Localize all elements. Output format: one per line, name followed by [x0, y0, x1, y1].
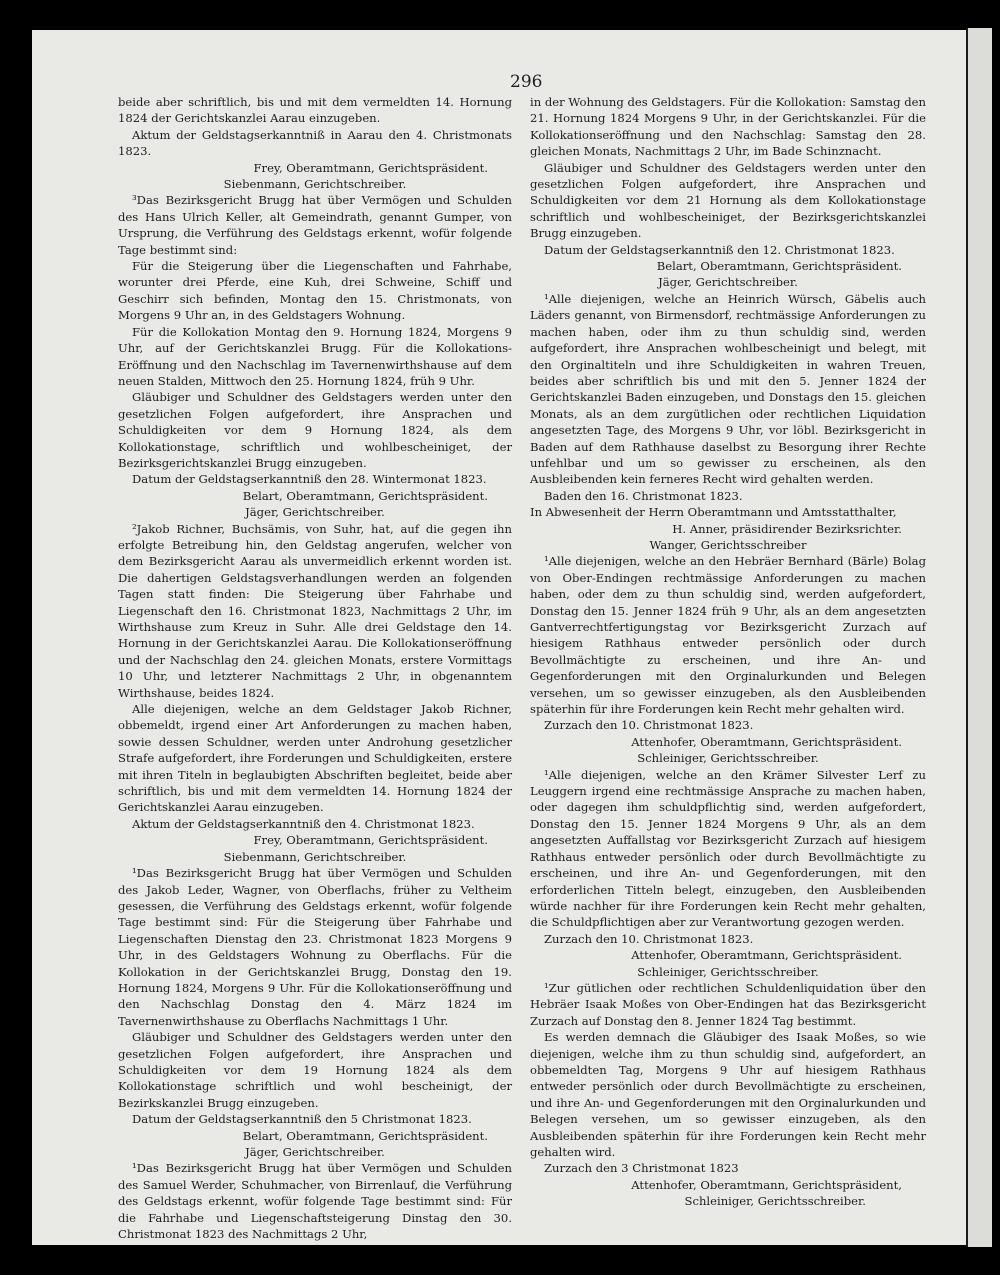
date-line: Aktum der Geldstagserkanntniß in Aarau den 4. Christmonats 1823.: [118, 127, 512, 159]
paragraph: Es werden demnach die Gläubiger des Isaak Moßes, so wie diejenigen, welche ihm zu thun schuldig sind, aufgefordert, an obbemeldten Tag, Morgens 9 Uhr auf hiesigem Rathhaus entweder persönlich oder durch Bevollmächtigte zu erscheinen, und ihre An- und Gegenforderungen mit den Orginalurkunden und Belegen versehen, um so gewisser einzugeben, als den Ausbleibenden späterhin für ihre Forderungen kein Recht mehr gehalten wird.: [530, 1030, 926, 1159]
paragraph: ¹Zur gütlichen oder rechtlichen Schuldenliquidation über den Hebräer Isaak Moßes von Ober-Endingen hat das Bezirksgericht Zurzach auf Donstag den 8. Jenner 1824 Tag bestimmt.: [530, 980, 926, 1028]
date-line: Datum der Geldstagserkanntniß den 12. Christmonat 1823.: [544, 242, 895, 257]
date-line: Zurzach den 10. Christmonat 1823.: [544, 931, 754, 946]
paragraph: ¹Alle diejenigen, welche an den Hebräer Bernhard (Bärle) Bolag von Ober-Endingen rechtmässige Anforderungen zu machen haben, oder dem zu thun schuldig sind, werden aufgefordert, Donstag den 15. Jenner 1824 früh 9 Uhr, als an dem angesetzten Gantverrechtfertigungstag vor Bezirksgericht Zurzach auf hiesigem Rathhaus entweder persönlich oder durch Bevollmächtigte zu erscheinen, und ihre An- und Gegenforderungen mit den Orginalurkunden und Belegen versehen, um so gewisser einzugeben, als den Ausbleibenden späterhin für ihre Forderungen kein Recht mehr gehalten wird.: [530, 554, 926, 717]
paragraph: Für die Steigerung über die Liegenschaften und Fahrhabe, worunter drei Pferde, eine Kuh, drei Schweine, Schiff und Geschirr sich befinden, Montag den 15. Christmonats, von Morgens 9 Uhr an, in des Geldstagers Wohnung.: [118, 259, 512, 323]
paragraph: Gläubiger und Schuldner des Geldstagers werden unter den gesetzlichen Folgen aufgefordert, ihre Ansprachen und Schuldigkeiten vor dem 19 Hornung 1824 als dem Kollokationstage schriftlich und wohl bescheinigt, der Bezirkskanzlei Brugg einzugeben.: [118, 1030, 512, 1110]
paragraph: Gläubiger und Schuldner des Geldstagers werden unter den gesetzlichen Folgen aufgefordert, ihre Ansprachen und Schuldigkeiten vor dem 9 Hornung 1824, als dem Kollokationstage, schriftlich und wohlbescheiniget, der Bezirksgerichtskanzlei Brugg einzugeben.: [118, 390, 512, 470]
paragraph: ¹Das Bezirksgericht Brugg hat über Vermögen und Schulden des Jakob Leder, Wagner, von Oberflachs, früher zu Veltheim gesessen, die Verführung des Geldstags erkennt, wofür folgende Tage bestimmt sind: Für die Steigerung über Fahrhabe und Liegenschaften Dienstag den 23. Christmonat 1823 Morgens 9 Uhr, in des Geldstagers Wohnung zu Oberflachs. Für die Kollokation in der Gerichtskanzlei Brugg, Donstag den 19. Hornung 1824, Morgens 9 Uhr. Für die Kollokationseröffnung und den Nachschlag Donstag den 4. März 1824 im Tavernenwirthshause zu Oberflachs Nachmittags 1 Uhr.: [118, 866, 512, 1028]
continued-paragraph: in der Wohnung des Geldstagers. Für die Kollokation: Samstag den 21. Hornung 1824 Morgens 9 Uhr, in der Gerichtskanzlei. Für die Kollokationseröffnung und den Nachschlag: Samstag den 28. gleichen Monats, Nachmittags 2 Uhr, im Bade Schinznacht.: [530, 95, 926, 159]
clerk-signature: Siebenmann, Gerichtschreiber.: [223, 849, 407, 864]
official-signature: Frey, Oberamtmann, Gerichtspräsident.: [253, 833, 488, 848]
paragraph: Für die Kollokation Montag den 9. Hornung 1824, Morgens 9 Uhr, auf der Gerichtskanzlei Brugg. Für die Kollokations-Eröffnung und den Nachschlag im Tavernenwirthshause auf dem neuen Stalden, Mittwoch den 25. Hornung 1824, früh 9 Uhr.: [118, 324, 512, 388]
date-line: Zurzach den 10. Christmonat 1823.: [544, 718, 754, 733]
continued-paragraph: In Abwesenheit der Herrn Oberamtmann und Amtsstatthalter,: [530, 505, 897, 520]
date-line: Datum der Geldstagserkanntniß den 5 Christmonat 1823.: [132, 1112, 472, 1127]
official-signature: Belart, Oberamtmann, Gerichtspräsident.: [656, 259, 902, 274]
official-signature: Attenhofer, Oberamtmann, Gerichtspräsident.: [631, 948, 902, 963]
page-number: 296: [510, 72, 543, 92]
clerk-signature: Schleiniger, Gerichtsschreiber.: [637, 964, 819, 979]
clerk-signature: Jäger, Gerichtschreiber.: [658, 275, 798, 290]
clerk-signature: Siebenmann, Gerichtschreiber.: [223, 177, 407, 192]
official-signature: H. Anner, präsidirender Bezirksrichter.: [672, 521, 902, 536]
document-page: [32, 30, 966, 1245]
date-line: Datum der Geldstagserkanntniß den 28. Wintermonat 1823.: [132, 472, 487, 487]
official-signature: Attenhofer, Oberamtmann, Gerichtspräsident.: [631, 734, 902, 749]
paragraph: ²Jakob Richner, Buchsämis, von Suhr, hat, auf die gegen ihn erfolgte Betreibung hin, den Geldstag angerufen, welcher von dem Bezirksgericht Aarau als unvermeidlich erkennt worden ist. Die dahertigen Geldstagsverhandlungen werden an folgenden Tagen statt finden: Die Steigerung über Fahrhabe und Liegenschaft den 16. Christmonat 1823, Nachmittags 2 Uhr, im Wirthshause zum Kreuz in Suhr. Alle drei Geldstage den 14. Hornung in der Gerichtskanzlei Aarau. Die Kollokationseröffnung und der Nachschlag den 24. gleichen Monats, erstere Vormittags 10 Uhr, und letzterer Nachmittags 2 Uhr, in obgenanntem Wirthshause, beides 1824.: [118, 521, 512, 700]
paragraph: Alle diejenigen, welche an dem Geldstager Jakob Richner, obbemeldt, irgend einer Art Anforderungen zu machen haben, sowie dessen Schuldner, werden unter Androhung gesetzlicher Strafe aufgefordert, ihre Forderungen und Schuldigkeiten, erstere mit ihren Titeln in beglaubigten Abschriften begleitet, beide aber schriftlich, bis und mit dem vermeldten 14. Hornung 1824 der Gerichtskanzlei Aarau einzugeben.: [118, 702, 512, 815]
date-line: Zurzach den 3 Christmonat 1823: [544, 1161, 739, 1176]
adjacent-page-edge: [966, 28, 992, 1247]
clerk-signature: Jäger, Gerichtschreiber.: [245, 1145, 385, 1159]
clerk-signature: Wanger, Gerichtsschreiber: [649, 537, 807, 552]
date-line: Baden den 16. Christmonat 1823.: [544, 488, 743, 503]
official-signature: Attenhofer, Oberamtmann, Gerichtspräsident,: [631, 1177, 902, 1192]
clerk-signature: Schleiniger, Gerichtsschreiber.: [684, 1194, 866, 1209]
official-signature: Frey, Oberamtmann, Gerichtspräsident.: [253, 160, 488, 175]
paragraph: ¹Das Bezirksgericht Brugg hat über Vermögen und Schulden des Samuel Werder, Schuhmacher, von Birrenlauf, die Verführung des Geldstags erkennt, wofür folgende Tage bestimmt sind: Für die Fahrhabe und Liegenschaftsteigerung Dinstag den 30. Christmonat 1823 des Nachmittags 2 Uhr,: [118, 1161, 512, 1242]
official-signature: Belart, Oberamtmann, Gerichtspräsident.: [242, 488, 488, 503]
right-column: [530, 94, 926, 1210]
paragraph: Gläubiger und Schuldner des Geldstagers werden unter den gesetzlichen Folgen aufgefordert, ihre Ansprachen und Schuldigkeiten vor dem 21 Hornung als dem Kollokationstage schriftlich und wohlbescheiniget, der Bezirksgerichtskanzlei Brugg einzugeben.: [530, 160, 926, 241]
date-line: Aktum der Geldstagserkanntniß den 4. Christmonat 1823.: [132, 816, 475, 831]
paragraph: ¹Alle diejenigen, welche an Heinrich Würsch, Gäbelis auch Läders genannt, von Birmensdorf, rechtmässige Anforderungen zu machen haben, oder ihm zu thun schuldig sind, werden aufgefordert, ihre Ansprachen wohlbescheinigt und belegt, mit den Orginaltiteln und ihre Schuldigkeiten in wahren Treuen, beides aber schriftlich bis und mit den 5. Jenner 1824 der Gerichtskanzlei Baden einzugeben, und Donstags den 15. gleichen Monats, als an dem zurgütlichen oder rechtlichen Liquidation angesetzten Tage, des Morgens 9 Uhr, vor löbl. Bezirksgericht in Baden auf dem Rathhause daselbst zu Besorgung ihrer Rechte unfehlbar und um so gewisser zu erscheinen, als den Ausbleibenden kein ferneres Recht wird gehalten werden.: [530, 291, 926, 487]
continued-paragraph: beide aber schriftlich, bis und mit dem vermeldten 14. Hornung 1824 der Gerichtskanzlei Aarau einzugeben.: [118, 95, 512, 126]
clerk-signature: Jäger, Gerichtschreiber.: [245, 505, 385, 520]
paragraph: ¹Alle diejenigen, welche an den Krämer Silvester Lerf zu Leuggern irgend eine rechtmässige Ansprache zu machen haben, oder dagegen ihm schuldpflichtig sind, werden aufgefordert, Donstag den 15. Jenner 1824 Morgens 9 Uhr, als an dem angesetzten Auffallstag vor Bezirksgericht Zurzach auf hiesigem Rathhaus entweder persönlich oder durch Bevollmächtigte zu erscheinen, und ihre An- und Gegenforderungen, mit den erforderlichen Titteln belegt, einzugeben, den Ausbleibenden würde nachher für ihre Forderungen kein Recht mehr gehalten, die Schuldpflichtigen aber zur Verantwortung gezogen werden.: [530, 767, 926, 930]
paragraph: ³Das Bezirksgericht Brugg hat über Vermögen und Schulden des Hans Ulrich Keller, alt Gemeindrath, genannt Gumper, von Ursprung, die Verführung des Geldstags erkennt, wofür folgende Tage bestimmt sind:: [118, 193, 512, 257]
clerk-signature: Schleiniger, Gerichtsschreiber.: [637, 751, 819, 766]
official-signature: Belart, Oberamtmann, Gerichtspräsident.: [242, 1128, 488, 1143]
left-column: [118, 94, 512, 1242]
